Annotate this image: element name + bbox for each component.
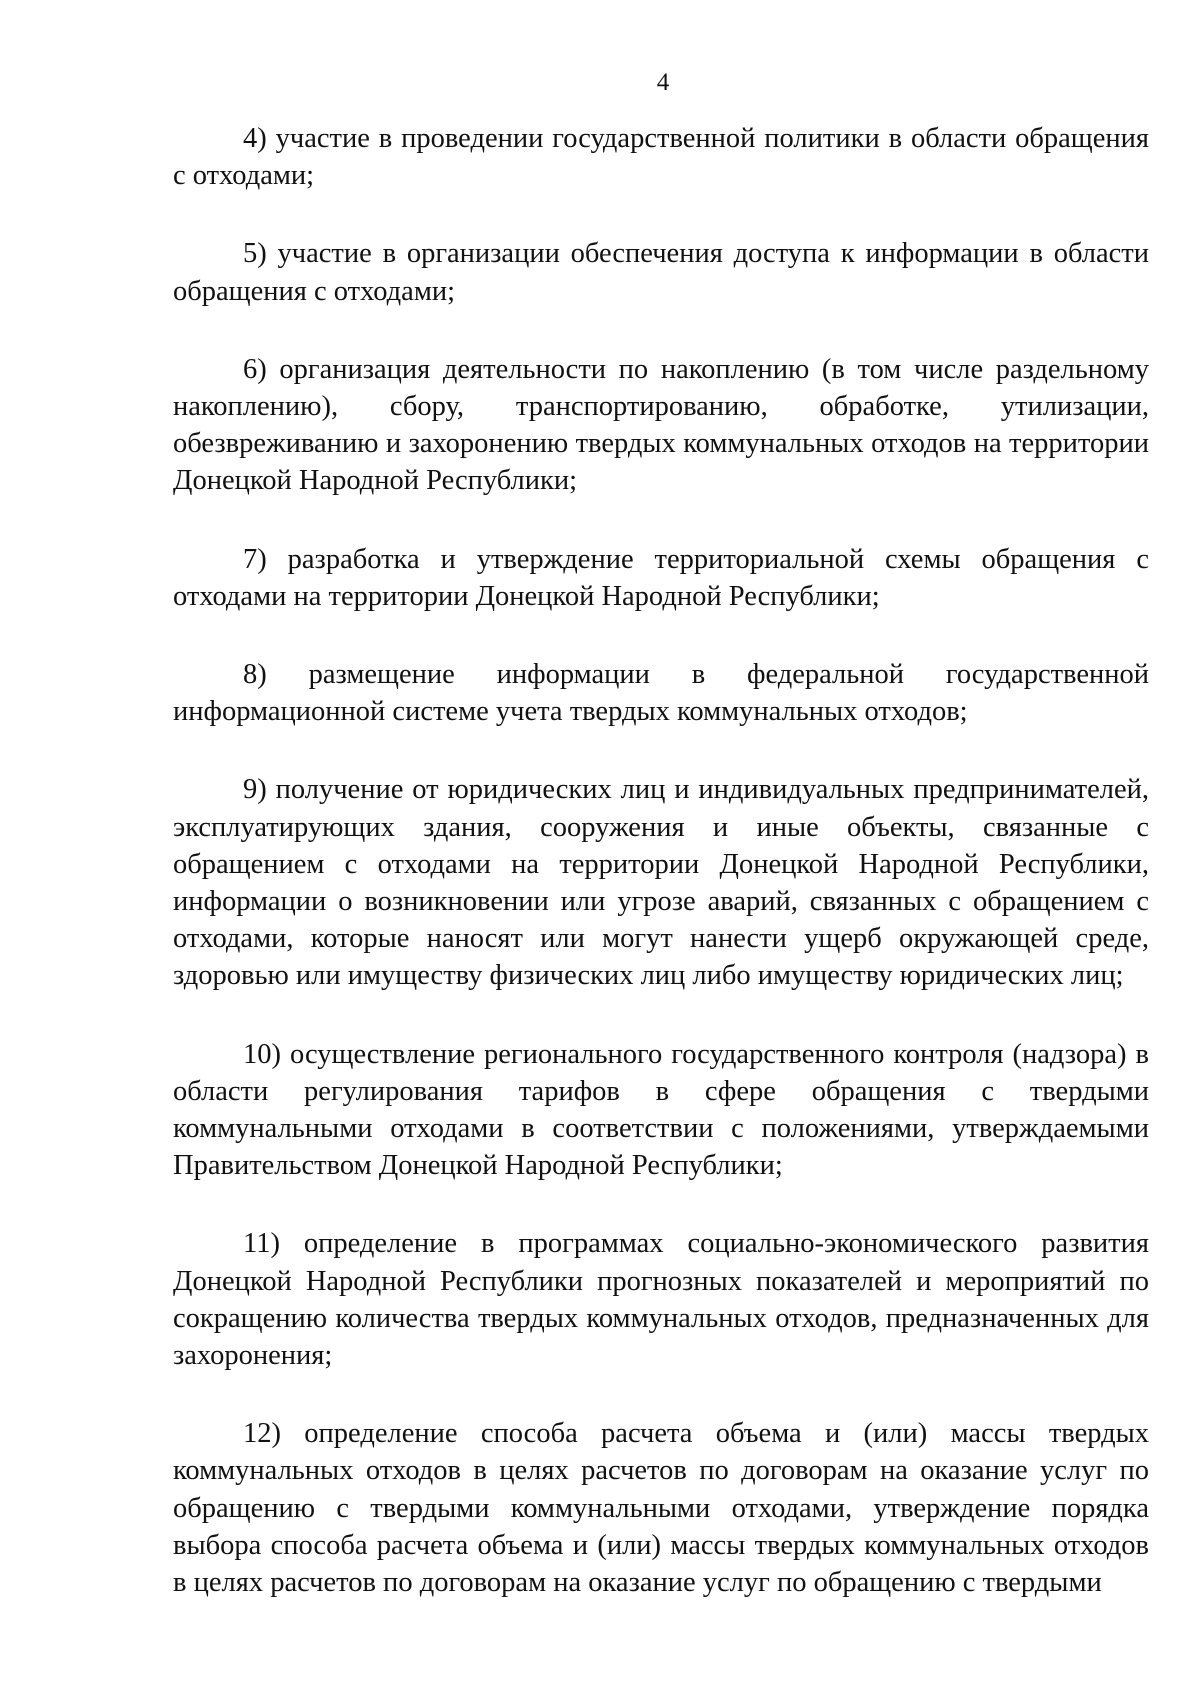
page-number: 4 <box>656 69 670 96</box>
list-item-11: 11) определение в программах социально-экономического развития Донецкой Народной Республики прогнозных показателей и мероприятий по сокращению количества твердых коммунальных отходов, предназначенных для захоронения; <box>173 1228 1149 1372</box>
list-item-4: 4) участие в проведении государственной политики в области обращения с отходами; <box>173 123 1149 192</box>
list-item-10: 10) осуществление регионального государственного контроля (надзора) в области регулирования тарифов в сфере обращения с твердыми коммунальными отходами в соответствии с положениями, утверждаемыми Правительством Донецкой Народной Республики; <box>173 1038 1149 1182</box>
list-item-5: 5) участие в организации обеспечения доступа к информации в области обращения с отходами; <box>173 238 1149 307</box>
document-body <box>173 120 1149 1601</box>
list-item-8: 8) размещение информации в федеральной государственной информационной системе учета твердых коммунальных отходов; <box>173 659 1149 728</box>
list-item-7: 7) разработка и утверждение территориальной схемы обращения с отходами на территории Донецкой Народной Республики; <box>173 543 1149 612</box>
list-item-12: 12) определение способа расчета объема и (или) массы твердых коммунальных отходов в целях расчетов по договорам на оказание услуг по обращению с твердыми коммунальными отходами, утверждение порядка выбора способа расчета объема и (или) массы твердых коммунальных отходов в целях расчетов по договорам на оказание услуг по обращению с твердыми <box>173 1418 1149 1599</box>
list-item-9: 9) получение от юридических лиц и индивидуальных предпринимателей, эксплуатирующих здания, сооружения и иные объекты, связанные с обращением с отходами на территории Донецкой Народной Республики, информации о возникновении или угрозе аварий, связанных с обращением с отходами, которые наносят или могут нанести ущерб окружающей среде, здоровью или имуществу физических лиц либо имуществу юридических лиц; <box>173 774 1149 992</box>
list-item-6: 6) организация деятельности по накоплению (в том числе раздельному накоплению), сбору, транспортированию, обработке, утилизации, обезвреживанию и захоронению твердых коммунальных отходов на территории Донецкой Народной Республики; <box>173 353 1149 497</box>
